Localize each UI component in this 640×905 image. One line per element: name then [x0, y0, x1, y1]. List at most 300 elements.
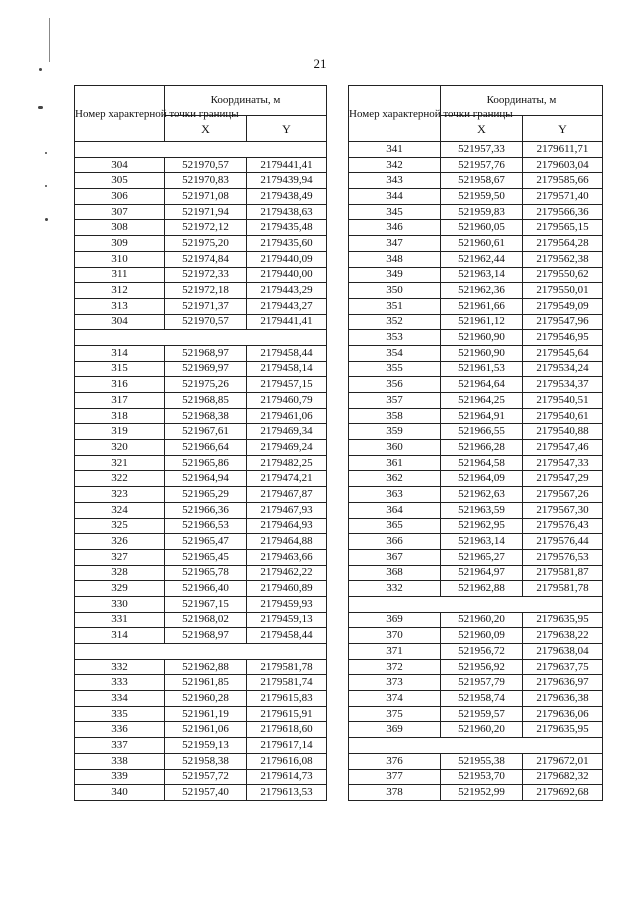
y-coordinate-cell: 2179461,06	[247, 408, 327, 424]
point-number-cell: 358	[349, 408, 441, 424]
y-coordinate-cell: 2179567,30	[523, 502, 603, 518]
table-row	[349, 267, 603, 283]
table-row	[75, 565, 327, 581]
table-row	[75, 502, 327, 518]
x-coordinate-cell: 521972,12	[165, 220, 247, 236]
point-number-cell: 355	[349, 361, 441, 377]
y-coordinate-cell: 2179636,06	[523, 706, 603, 722]
x-coordinate-cell: 521963,14	[441, 267, 523, 283]
table-row	[349, 314, 603, 330]
x-coordinate-cell: 521970,57	[165, 157, 247, 173]
point-number-cell: 353	[349, 330, 441, 346]
point-number-header: Номер характерной точки границы	[349, 86, 441, 142]
separator-cell	[75, 142, 327, 158]
x-column-header: X	[165, 116, 247, 142]
table-row	[349, 251, 603, 267]
point-number-cell: 323	[75, 487, 165, 503]
x-coordinate-cell: 521972,33	[165, 267, 247, 283]
table-row	[75, 283, 327, 299]
point-number-cell: 332	[75, 659, 165, 675]
y-coordinate-cell: 2179459,93	[247, 596, 327, 612]
x-coordinate-cell: 521971,94	[165, 204, 247, 220]
x-coordinate-cell: 521956,92	[441, 659, 523, 675]
x-coordinate-cell: 521961,19	[165, 706, 247, 722]
point-number-cell: 305	[75, 173, 165, 189]
contour-separator-row	[75, 330, 327, 346]
x-coordinate-cell: 521964,91	[441, 408, 523, 424]
point-number-cell: 333	[75, 675, 165, 691]
x-coordinate-cell: 521959,13	[165, 738, 247, 754]
point-number-cell: 348	[349, 251, 441, 267]
x-coordinate-cell: 521958,74	[441, 691, 523, 707]
point-number-cell: 324	[75, 502, 165, 518]
point-number-cell: 370	[349, 628, 441, 644]
x-coordinate-cell: 521959,83	[441, 204, 523, 220]
point-number-cell: 376	[349, 753, 441, 769]
table-row	[349, 659, 603, 675]
x-coordinate-cell: 521964,97	[441, 565, 523, 581]
right-table-body	[349, 142, 603, 801]
table-row	[75, 769, 327, 785]
table-row	[349, 471, 603, 487]
table-row	[75, 549, 327, 565]
x-coordinate-cell: 521966,40	[165, 581, 247, 597]
table-row	[349, 518, 603, 534]
y-column-header: Y	[247, 116, 327, 142]
y-coordinate-cell: 2179469,34	[247, 424, 327, 440]
y-coordinate-cell: 2179614,73	[247, 769, 327, 785]
scan-dot	[38, 106, 43, 109]
table-row	[349, 424, 603, 440]
point-number-cell: 317	[75, 393, 165, 409]
table-row	[349, 157, 603, 173]
x-coordinate-cell: 521966,36	[165, 502, 247, 518]
y-coordinate-cell: 2179545,64	[523, 345, 603, 361]
x-coordinate-cell: 521957,76	[441, 157, 523, 173]
table-row	[75, 314, 327, 330]
y-coordinate-cell: 2179458,14	[247, 361, 327, 377]
x-coordinate-cell: 521962,36	[441, 283, 523, 299]
y-coordinate-cell: 2179550,01	[523, 283, 603, 299]
x-coordinate-cell: 521962,63	[441, 487, 523, 503]
table-row	[349, 173, 603, 189]
y-coordinate-cell: 2179547,29	[523, 471, 603, 487]
x-coordinate-cell: 521971,08	[165, 189, 247, 205]
x-coordinate-cell: 521960,28	[165, 691, 247, 707]
coordinates-header: Координаты, м	[441, 86, 603, 116]
x-coordinate-cell: 521972,18	[165, 283, 247, 299]
x-coordinate-cell: 521957,40	[165, 785, 247, 801]
point-number-cell: 329	[75, 581, 165, 597]
x-coordinate-cell: 521962,95	[441, 518, 523, 534]
x-coordinate-cell: 521957,79	[441, 675, 523, 691]
point-number-cell: 372	[349, 659, 441, 675]
table-row	[349, 565, 603, 581]
table-row	[349, 675, 603, 691]
y-coordinate-cell: 2179482,25	[247, 455, 327, 471]
y-coordinate-cell: 2179615,83	[247, 691, 327, 707]
point-number-cell: 377	[349, 769, 441, 785]
x-coordinate-cell: 521968,38	[165, 408, 247, 424]
point-number-cell: 344	[349, 189, 441, 205]
point-number-cell: 342	[349, 157, 441, 173]
y-coordinate-cell: 2179460,79	[247, 393, 327, 409]
y-coordinate-cell: 2179581,74	[247, 675, 327, 691]
x-coordinate-cell: 521957,72	[165, 769, 247, 785]
point-number-cell: 346	[349, 220, 441, 236]
x-coordinate-cell: 521968,97	[165, 345, 247, 361]
x-coordinate-cell: 521971,37	[165, 298, 247, 314]
y-coordinate-cell: 2179441,41	[247, 314, 327, 330]
point-number-cell: 343	[349, 173, 441, 189]
point-number-cell: 356	[349, 377, 441, 393]
table-row	[349, 549, 603, 565]
table-row	[349, 298, 603, 314]
table-row	[75, 691, 327, 707]
point-number-cell: 328	[75, 565, 165, 581]
y-coordinate-cell: 2179540,88	[523, 424, 603, 440]
y-coordinate-cell: 2179616,08	[247, 753, 327, 769]
table-row	[349, 142, 603, 158]
point-number-cell: 365	[349, 518, 441, 534]
table-row	[349, 377, 603, 393]
point-number-cell: 373	[349, 675, 441, 691]
x-coordinate-cell: 521967,61	[165, 424, 247, 440]
table-row	[75, 440, 327, 456]
table-row	[75, 298, 327, 314]
y-coordinate-cell: 2179571,40	[523, 189, 603, 205]
x-coordinate-cell: 521970,57	[165, 314, 247, 330]
x-coordinate-cell: 521960,90	[441, 330, 523, 346]
point-number-cell: 304	[75, 157, 165, 173]
point-number-cell: 332	[349, 581, 441, 597]
y-coordinate-cell: 2179576,43	[523, 518, 603, 534]
table-row	[75, 361, 327, 377]
point-number-cell: 357	[349, 393, 441, 409]
separator-cell	[75, 330, 327, 346]
x-coordinate-cell: 521966,28	[441, 440, 523, 456]
table-row	[349, 785, 603, 801]
point-number-cell: 369	[349, 612, 441, 628]
point-number-cell: 311	[75, 267, 165, 283]
point-number-cell: 320	[75, 440, 165, 456]
table-row	[349, 236, 603, 252]
point-number-cell: 314	[75, 628, 165, 644]
point-number-cell: 307	[75, 204, 165, 220]
table-row	[75, 408, 327, 424]
x-coordinate-cell: 521959,57	[441, 706, 523, 722]
table-row	[75, 393, 327, 409]
x-coordinate-cell: 521960,61	[441, 236, 523, 252]
x-column-header: X	[441, 116, 523, 142]
point-number-cell: 362	[349, 471, 441, 487]
y-coordinate-cell: 2179464,93	[247, 518, 327, 534]
table-row	[75, 236, 327, 252]
x-coordinate-cell: 521967,15	[165, 596, 247, 612]
table-row	[349, 204, 603, 220]
y-coordinate-cell: 2179443,29	[247, 283, 327, 299]
y-coordinate-cell: 2179435,60	[247, 236, 327, 252]
x-coordinate-cell: 521953,70	[441, 769, 523, 785]
x-coordinate-cell: 521965,78	[165, 565, 247, 581]
table-row	[75, 659, 327, 675]
point-number-cell: 315	[75, 361, 165, 377]
point-number-cell: 330	[75, 596, 165, 612]
x-coordinate-cell: 521970,83	[165, 173, 247, 189]
table-row	[75, 471, 327, 487]
y-coordinate-cell: 2179638,04	[523, 644, 603, 660]
point-number-cell: 312	[75, 283, 165, 299]
x-coordinate-cell: 521975,26	[165, 377, 247, 393]
table-row	[75, 534, 327, 550]
point-number-cell: 341	[349, 142, 441, 158]
y-coordinate-cell: 2179615,91	[247, 706, 327, 722]
table-row	[75, 596, 327, 612]
y-coordinate-cell: 2179603,04	[523, 157, 603, 173]
point-number-cell: 327	[75, 549, 165, 565]
point-number-cell: 331	[75, 612, 165, 628]
y-coordinate-cell: 2179534,37	[523, 377, 603, 393]
y-coordinate-cell: 2179581,87	[523, 565, 603, 581]
table-row	[349, 644, 603, 660]
table-row	[75, 738, 327, 754]
point-number-cell: 360	[349, 440, 441, 456]
y-coordinate-cell: 2179562,38	[523, 251, 603, 267]
point-number-cell: 351	[349, 298, 441, 314]
y-coordinate-cell: 2179443,27	[247, 298, 327, 314]
table-row	[349, 283, 603, 299]
point-number-cell: 321	[75, 455, 165, 471]
y-coordinate-cell: 2179546,95	[523, 330, 603, 346]
table-row	[75, 518, 327, 534]
y-coordinate-cell: 2179469,24	[247, 440, 327, 456]
y-coordinate-cell: 2179565,15	[523, 220, 603, 236]
x-coordinate-cell: 521961,85	[165, 675, 247, 691]
contour-separator-row	[75, 142, 327, 158]
x-coordinate-cell: 521962,88	[165, 659, 247, 675]
y-coordinate-cell: 2179459,13	[247, 612, 327, 628]
y-coordinate-cell: 2179440,00	[247, 267, 327, 283]
y-coordinate-cell: 2179617,14	[247, 738, 327, 754]
x-coordinate-cell: 521958,38	[165, 753, 247, 769]
x-coordinate-cell: 521962,44	[441, 251, 523, 267]
point-number-cell: 364	[349, 502, 441, 518]
y-coordinate-cell: 2179438,63	[247, 204, 327, 220]
table-row	[75, 377, 327, 393]
y-coordinate-cell: 2179564,28	[523, 236, 603, 252]
table-row	[349, 534, 603, 550]
table-row	[349, 455, 603, 471]
scan-dot	[45, 152, 47, 154]
y-coordinate-cell: 2179581,78	[523, 581, 603, 597]
y-coordinate-cell: 2179467,93	[247, 502, 327, 518]
point-number-cell: 310	[75, 251, 165, 267]
scan-dot	[45, 218, 48, 221]
table-row	[75, 785, 327, 801]
point-number-cell: 316	[75, 377, 165, 393]
point-number-cell: 318	[75, 408, 165, 424]
table-row	[349, 408, 603, 424]
contour-separator-row	[349, 596, 603, 612]
table-row	[75, 173, 327, 189]
y-coordinate-cell: 2179576,44	[523, 534, 603, 550]
table-row	[75, 455, 327, 471]
point-number-cell: 319	[75, 424, 165, 440]
x-coordinate-cell: 521968,97	[165, 628, 247, 644]
y-coordinate-cell: 2179540,61	[523, 408, 603, 424]
x-coordinate-cell: 521958,67	[441, 173, 523, 189]
y-coordinate-cell: 2179613,53	[247, 785, 327, 801]
y-coordinate-cell: 2179566,36	[523, 204, 603, 220]
point-number-cell: 349	[349, 267, 441, 283]
left-table-body	[75, 142, 327, 801]
separator-cell	[75, 644, 327, 660]
x-coordinate-cell: 521955,38	[441, 753, 523, 769]
point-number-cell: 371	[349, 644, 441, 660]
point-number-cell: 354	[349, 345, 441, 361]
y-column-header: Y	[523, 116, 603, 142]
x-coordinate-cell: 521960,90	[441, 345, 523, 361]
table-row	[75, 189, 327, 205]
y-coordinate-cell: 2179611,71	[523, 142, 603, 158]
coordinates-table-left	[74, 85, 327, 801]
contour-separator-row	[349, 738, 603, 754]
point-number-cell: 339	[75, 769, 165, 785]
y-coordinate-cell: 2179636,97	[523, 675, 603, 691]
x-coordinate-cell: 521961,06	[165, 722, 247, 738]
table-row	[75, 753, 327, 769]
scan-dot	[45, 185, 47, 187]
y-coordinate-cell: 2179474,21	[247, 471, 327, 487]
y-coordinate-cell: 2179618,60	[247, 722, 327, 738]
x-coordinate-cell: 521963,59	[441, 502, 523, 518]
x-coordinate-cell: 521956,72	[441, 644, 523, 660]
x-coordinate-cell: 521964,25	[441, 393, 523, 409]
table-row	[75, 628, 327, 644]
y-coordinate-cell: 2179457,15	[247, 377, 327, 393]
x-coordinate-cell: 521964,64	[441, 377, 523, 393]
point-number-cell: 306	[75, 189, 165, 205]
table-row	[75, 581, 327, 597]
table-row	[349, 753, 603, 769]
x-coordinate-cell: 521960,20	[441, 722, 523, 738]
y-coordinate-cell: 2179585,66	[523, 173, 603, 189]
y-coordinate-cell: 2179460,89	[247, 581, 327, 597]
y-coordinate-cell: 2179692,68	[523, 785, 603, 801]
x-coordinate-cell: 521962,88	[441, 581, 523, 597]
x-coordinate-cell: 521959,50	[441, 189, 523, 205]
y-coordinate-cell: 2179682,32	[523, 769, 603, 785]
point-number-cell: 334	[75, 691, 165, 707]
point-number-cell: 369	[349, 722, 441, 738]
y-coordinate-cell: 2179462,22	[247, 565, 327, 581]
x-coordinate-cell: 521964,94	[165, 471, 247, 487]
point-number-cell: 347	[349, 236, 441, 252]
y-coordinate-cell: 2179638,22	[523, 628, 603, 644]
table-row	[349, 691, 603, 707]
x-coordinate-cell: 521960,20	[441, 612, 523, 628]
x-coordinate-cell: 521960,09	[441, 628, 523, 644]
point-number-cell: 309	[75, 236, 165, 252]
x-coordinate-cell: 521974,84	[165, 251, 247, 267]
table-row	[349, 393, 603, 409]
table-row	[349, 722, 603, 738]
x-coordinate-cell: 521966,53	[165, 518, 247, 534]
contour-separator-row	[75, 644, 327, 660]
x-coordinate-cell: 521965,27	[441, 549, 523, 565]
table-row	[75, 675, 327, 691]
point-number-cell: 326	[75, 534, 165, 550]
point-number-cell: 304	[75, 314, 165, 330]
table-row	[75, 267, 327, 283]
y-coordinate-cell: 2179467,87	[247, 487, 327, 503]
table-row	[349, 361, 603, 377]
point-number-cell: 335	[75, 706, 165, 722]
point-number-cell: 308	[75, 220, 165, 236]
y-coordinate-cell: 2179547,33	[523, 455, 603, 471]
table-row	[75, 487, 327, 503]
table-row	[75, 706, 327, 722]
point-number-cell: 325	[75, 518, 165, 534]
point-number-cell: 368	[349, 565, 441, 581]
coordinates-table-right	[348, 85, 603, 801]
y-coordinate-cell: 2179635,95	[523, 722, 603, 738]
y-coordinate-cell: 2179435,48	[247, 220, 327, 236]
table-row	[75, 424, 327, 440]
x-coordinate-cell: 521957,33	[441, 142, 523, 158]
y-coordinate-cell: 2179576,53	[523, 549, 603, 565]
x-coordinate-cell: 521969,97	[165, 361, 247, 377]
x-coordinate-cell: 521965,29	[165, 487, 247, 503]
x-coordinate-cell: 521964,09	[441, 471, 523, 487]
point-number-cell: 361	[349, 455, 441, 471]
table-row	[349, 487, 603, 503]
page-number: 21	[313, 56, 327, 71]
y-coordinate-cell: 2179458,44	[247, 628, 327, 644]
table-row	[349, 189, 603, 205]
point-number-cell: 314	[75, 345, 165, 361]
y-coordinate-cell: 2179439,94	[247, 173, 327, 189]
x-coordinate-cell: 521961,12	[441, 314, 523, 330]
x-coordinate-cell: 521968,85	[165, 393, 247, 409]
y-coordinate-cell: 2179547,46	[523, 440, 603, 456]
y-coordinate-cell: 2179438,49	[247, 189, 327, 205]
table-row	[349, 581, 603, 597]
y-coordinate-cell: 2179672,01	[523, 753, 603, 769]
y-coordinate-cell: 2179534,24	[523, 361, 603, 377]
y-coordinate-cell: 2179635,95	[523, 612, 603, 628]
point-number-cell: 340	[75, 785, 165, 801]
y-coordinate-cell: 2179441,41	[247, 157, 327, 173]
table-row	[75, 220, 327, 236]
x-coordinate-cell: 521965,47	[165, 534, 247, 550]
point-number-cell: 313	[75, 298, 165, 314]
table-row	[75, 157, 327, 173]
coordinates-header: Координаты, м	[165, 86, 327, 116]
x-coordinate-cell: 521968,02	[165, 612, 247, 628]
table-row	[349, 220, 603, 236]
table-row	[75, 345, 327, 361]
table-row	[349, 706, 603, 722]
y-coordinate-cell: 2179549,09	[523, 298, 603, 314]
table-row	[75, 612, 327, 628]
table-row	[349, 440, 603, 456]
y-coordinate-cell: 2179464,88	[247, 534, 327, 550]
point-number-cell: 350	[349, 283, 441, 299]
table-row	[349, 502, 603, 518]
y-coordinate-cell: 2179547,96	[523, 314, 603, 330]
y-coordinate-cell: 2179463,66	[247, 549, 327, 565]
